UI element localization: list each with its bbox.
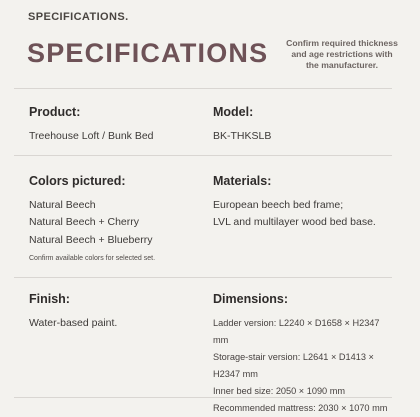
model-value: BK-THKSLB	[213, 129, 272, 142]
divider	[14, 155, 392, 156]
product-value: Treehouse Loft / Bunk Bed	[29, 129, 154, 142]
finish-value: Water-based paint.	[29, 316, 118, 329]
model-section	[213, 106, 393, 145]
divider	[14, 397, 392, 398]
dimensions-line: Inner bed size: 2050 × 1090 mm	[213, 385, 346, 396]
materials-label: Materials:	[213, 174, 272, 188]
dimensions-label: Dimensions:	[213, 292, 289, 306]
divider	[14, 277, 392, 278]
divider	[14, 88, 392, 89]
product-section	[29, 106, 204, 145]
color-item: Natural Beech	[29, 198, 96, 211]
colors-label: Colors pictured:	[29, 174, 126, 188]
colors-note: Confirm available colors for selected set.	[29, 255, 156, 263]
dimensions-section	[213, 293, 393, 417]
color-item: Natural Beech + Blueberry	[29, 234, 153, 247]
dimensions-line: Recommended mattress: 2030 × 1070 mm	[213, 402, 388, 413]
finish-label: Finish:	[29, 292, 70, 306]
page-title: SPECIFICATIONS	[27, 38, 269, 68]
color-item: Natural Beech + Cherry	[29, 216, 140, 229]
colors-section	[29, 175, 204, 262]
materials-line: LVL and multilayer wood bed base.	[213, 216, 376, 229]
materials-section	[213, 175, 393, 232]
dimensions-line: Storage-stair version: L2641 × D1413 × H2347 mm	[213, 351, 374, 379]
product-label: Product:	[29, 105, 81, 119]
finish-section	[29, 293, 204, 332]
manufacturer-notice: Confirm required thickness and age restrictions with the manufacturer.	[286, 38, 398, 71]
model-label: Model:	[213, 105, 254, 119]
materials-line: European beech bed frame;	[213, 198, 344, 211]
eyebrow-heading: SPECIFICATIONS.	[28, 11, 129, 23]
dimensions-line: Ladder version: L2240 × D1658 × H2347 mm	[213, 317, 380, 345]
